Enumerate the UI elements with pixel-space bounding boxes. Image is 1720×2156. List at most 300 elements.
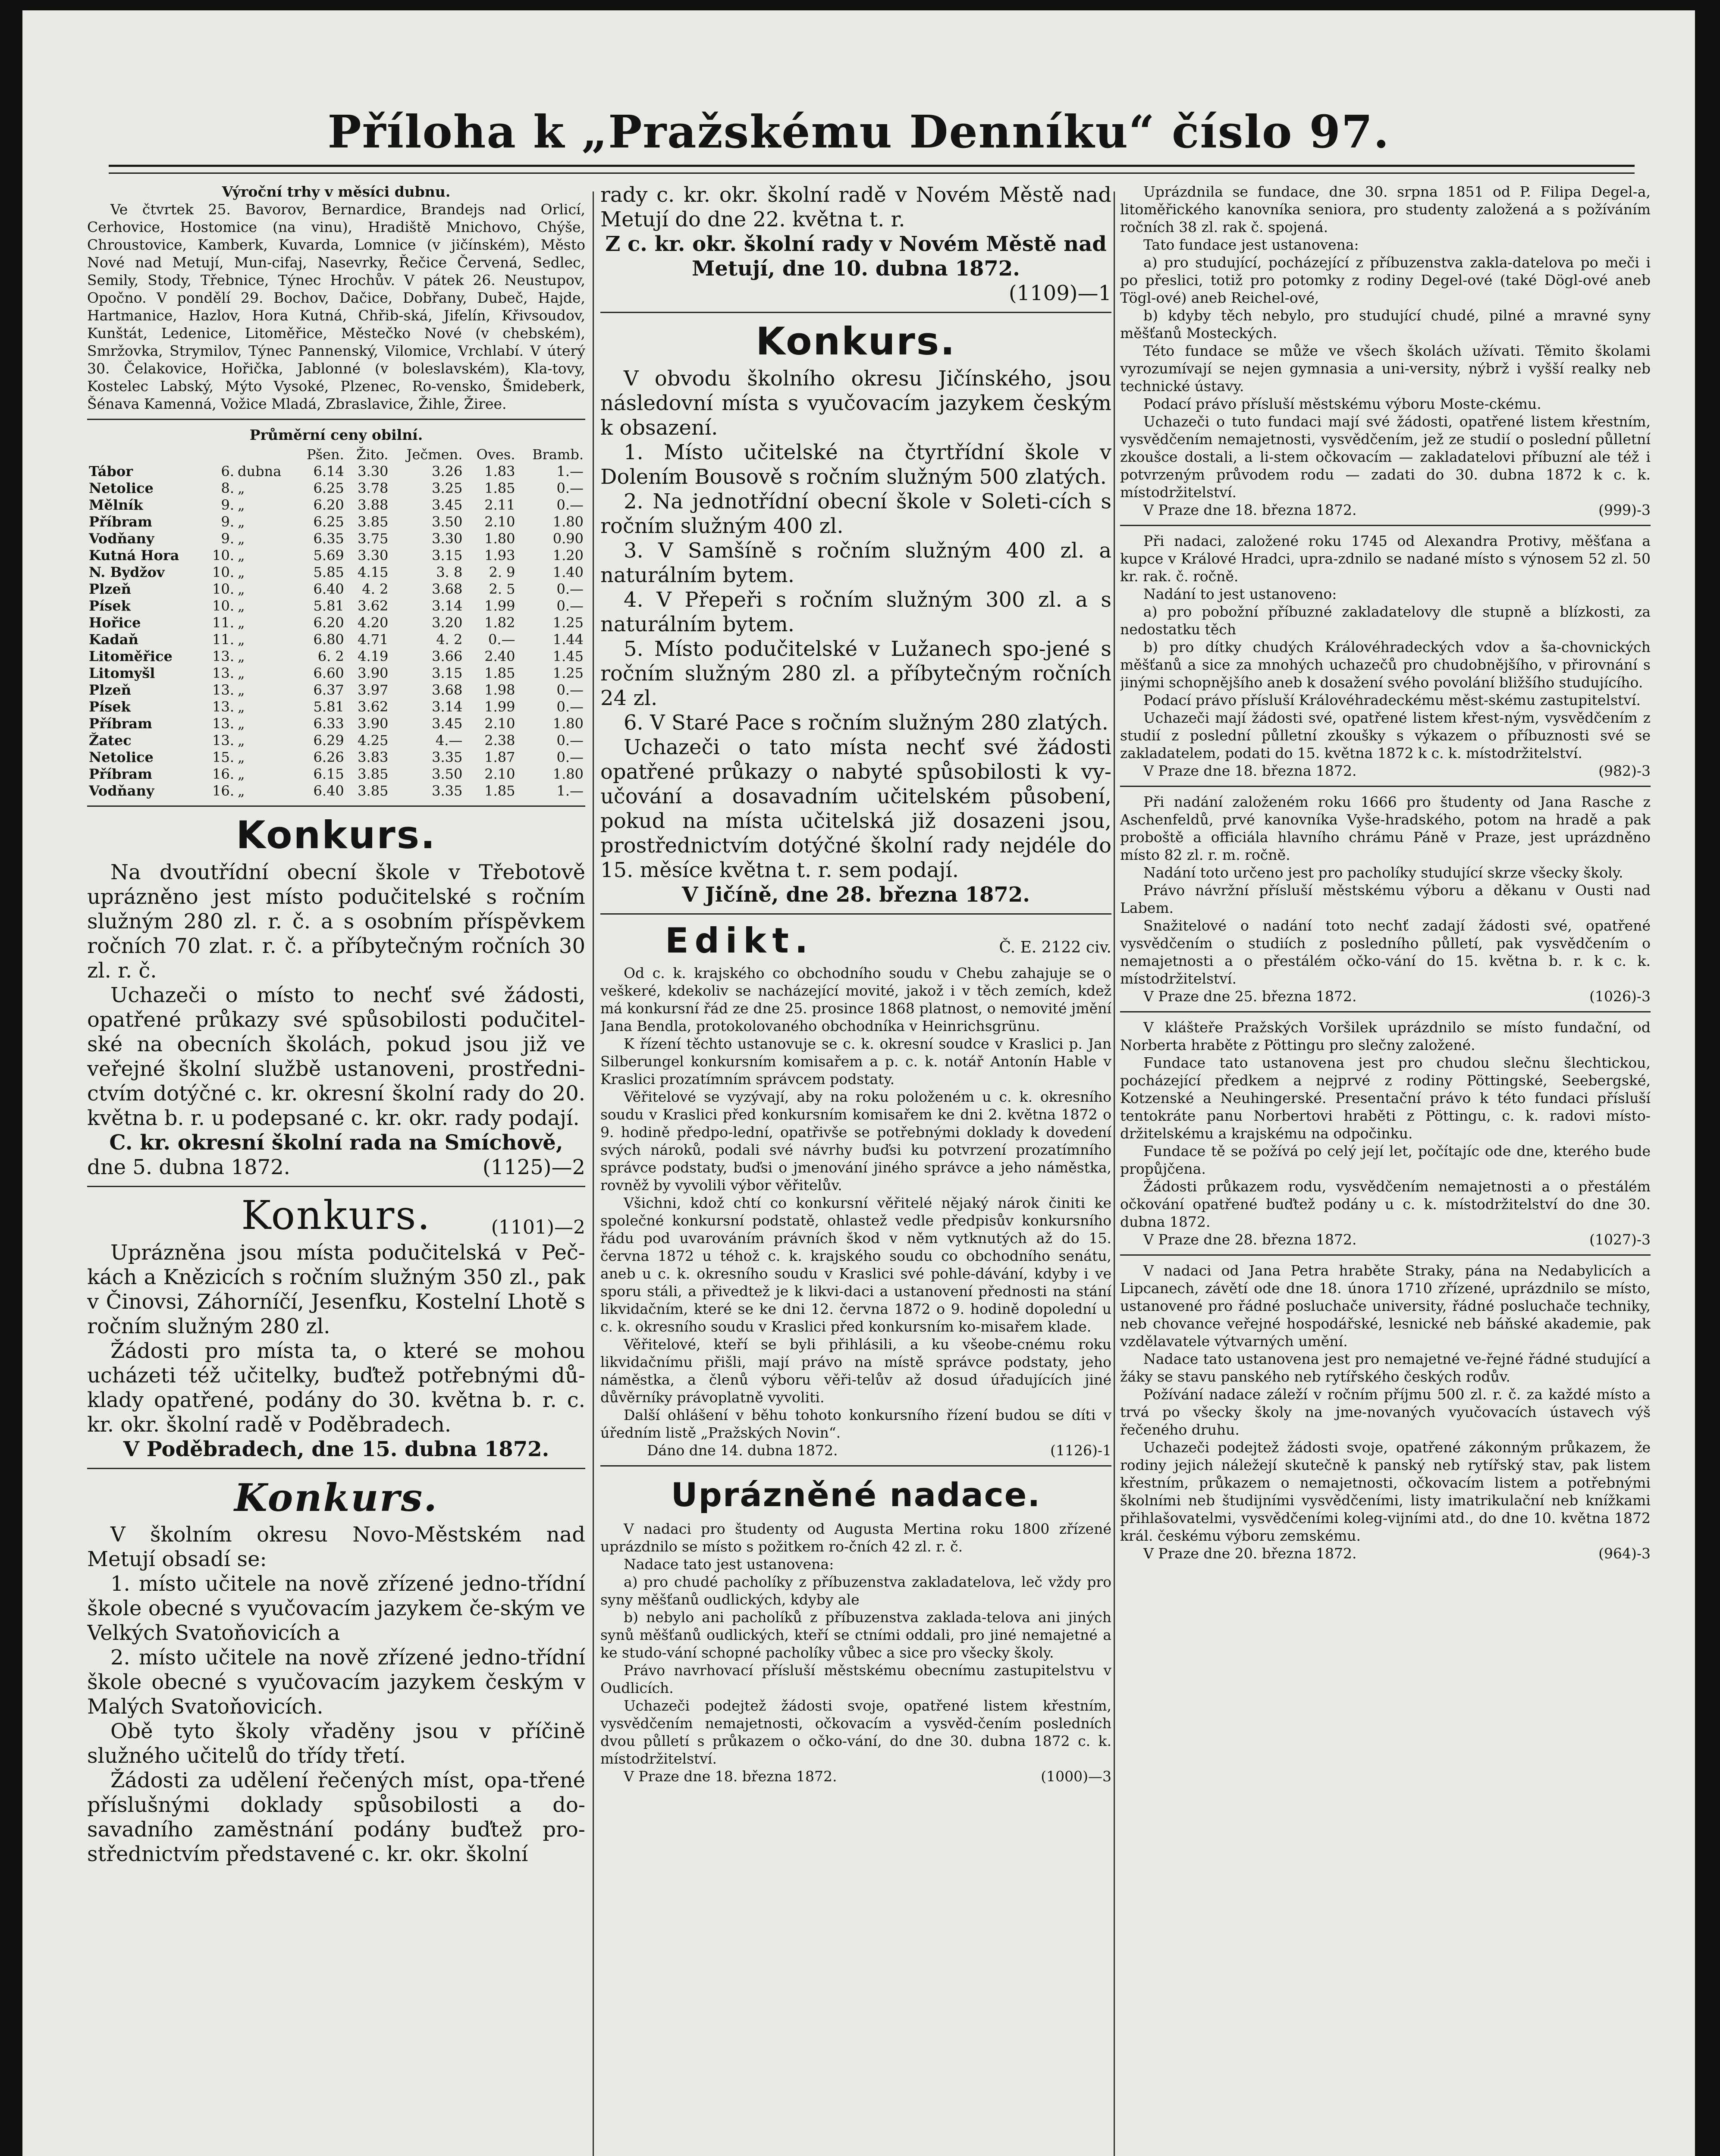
- table-cell: Tábor: [89, 463, 133, 479]
- table-header-row: [87, 446, 585, 463]
- table-cell: 1.85: [484, 665, 515, 681]
- table-cell: 13.: [212, 732, 235, 749]
- notice-paragraph: K řízení těchto ustanovuje se c. k. okresní soudce v Kraslici p. Jan Silberungel konkursním komisařem a p. c. k. notář Antonín Hable v Kraslici prozatímním správcem podstaty.: [600, 1035, 1111, 1087]
- notice-paragraph: Právo návržní přísluší městskému výboru a děkanu v Ousti nad Labem.: [1120, 882, 1651, 916]
- notice-date-line: [600, 1767, 1111, 1785]
- table-cell: 0.90: [552, 530, 584, 547]
- masthead-title: Příloha k „Pražskému Denníku“ číslo 97.: [327, 105, 1390, 158]
- notice-paragraph: V školním okresu Novo-Městském nad Metují obsadí se:: [87, 1523, 585, 1571]
- table-row: [87, 530, 585, 547]
- table-row: [87, 732, 585, 749]
- list-item: a) pro pobožní příbuzné zakladatelovy dle stupně a blízkosti, za nedostatku těch: [1120, 603, 1651, 638]
- notice-paragraph: Uchazeči o tato místa nechť své žádosti opatřené průkazy o nabyté spůsobilosti k vy-učování a dosavadním učitelském působení, pokud na místa učitelská již dosazeni jsou, prostřednictvím dotýčné školní rady nejdéle do 15. měsíce května t. r. sem podají.: [600, 735, 1111, 882]
- list-item: a) pro studující, pocházející z příbuzenstva zakla-datelova po meči i po přeslici, totiž pro potomky z rodiny Degel-ové (také Dögl-ové aneb Tögl-ové) aneb Reichel-ové,: [1120, 254, 1651, 306]
- column-middle: [600, 183, 1111, 1785]
- table-cell: 0.—: [488, 631, 515, 648]
- masthead-rule: [109, 165, 1635, 167]
- section-separator: [87, 805, 585, 807]
- section-separator: [1120, 525, 1651, 526]
- notice-paragraph: Podací právo přísluší Královéhradeckému měst-skému zastupitelství.: [1143, 692, 1641, 708]
- table-row: [87, 682, 585, 699]
- edikt-number: Č. E. 2122 civ.: [999, 939, 1111, 956]
- table-cell: 1.20: [552, 547, 584, 564]
- table-cell: 3.20: [432, 614, 463, 631]
- table-cell: „: [238, 715, 245, 732]
- table-cell: 3.85: [358, 783, 389, 799]
- section-separator: [87, 1186, 585, 1187]
- notice-date: V Praze dne 25. března 1872.: [1143, 988, 1357, 1005]
- table-cell: 6.40: [313, 581, 344, 597]
- notice-paragraph: Uprázdnila se fundace, dne 30. srpna 1851 od P. Filipa Degel-a, litoměřického kanovníka seniora, pro studenty založená a s požíváním ročních 38 zl. rak č. spojená.: [1120, 183, 1651, 235]
- list-item: 6. V Staré Pace s ročním služným 280 zlatých.: [624, 711, 1108, 735]
- notice-paragraph: Od c. k. krajského co obchodního soudu v Chebu zahajuje se o veškeré, kdekoliv se nacházející movité, jakož i v těch zemích, kdež má konkursní řád ze dne 25. prosince 1868 platnost, o nemovité jmění Jana Bendla, protokolovaného obchodníka v Heinrichsgrünu.: [600, 965, 1111, 1034]
- table-row: [87, 715, 585, 732]
- table-cell: 1.93: [484, 547, 515, 564]
- table-cell: 1.85: [484, 783, 515, 799]
- konkurs-heading: Konkurs.: [756, 319, 956, 364]
- table-row: [87, 547, 585, 564]
- table-cell: Netolice: [89, 749, 154, 765]
- table-cell: 3.83: [358, 749, 389, 765]
- notice-paragraph: Všichni, kdož chtí co konkursní věřitelé nějaký nárok činiti ke společné konkursní podstatě, ohlastež vedle předpisův konkursního řádu pod uvarováním právních škod v něm vytknutých až do 15. června 1872 u téhož c. k. krajského soudu co obchodního senátu, aneb u c. k. okresního soudu v Kraslici své pohle-dávání, kdyby i ve sporu stáli, a přivedtež je k likvi-daci a ustanovení přednosti na stání likvidačním, které se ke dni 12. června 1872 o 9. hodině dopolední u c. k. okresního soudu v Kraslici před konkursním ko-misařem klade.: [600, 1194, 1111, 1335]
- table-cell: 13.: [212, 648, 235, 664]
- table-row: [87, 581, 585, 598]
- table-cell: 3.66: [432, 648, 463, 664]
- notice-paragraph: Uchazeči o tuto fundaci mají své žádosti, opatřené listem křestním, vysvědčením nemajetnosti, vysvědčením, jež ze studií o poslední půlletní zkoušce dostali, a li-stem očkovacím — zakladatelovi příbuzní ale též i potvrzeným průvodem rodu — zadati do 30. dubna 1872 k c. k. místodržitelství.: [1120, 413, 1651, 501]
- table-row: [87, 598, 585, 614]
- table-cell: 13.: [212, 665, 235, 681]
- table-cell: Plzeň: [89, 682, 132, 698]
- grain-price-table: [87, 446, 585, 799]
- table-cell: „: [238, 514, 245, 530]
- table-cell: 11.: [212, 614, 235, 631]
- column-header: Bramb.: [532, 446, 584, 463]
- notice-paragraph: Nadace tato jest ustanovena:: [624, 1556, 834, 1573]
- newspaper-page: [22, 10, 1695, 2156]
- table-cell: Mělník: [89, 497, 143, 513]
- section-separator: [600, 1465, 1111, 1467]
- table-cell: Příbram: [89, 514, 152, 530]
- table-cell: „: [238, 766, 245, 782]
- notice-paragraph: 2. místo učitele na nově zřízené jedno-třídní škole obecné s vyučovacím jazykem českým v Malých Svatoňovicích.: [87, 1645, 585, 1719]
- table-cell: 6.20: [313, 497, 344, 513]
- notice-date-line: [1120, 1545, 1651, 1562]
- table-cell: „: [238, 699, 245, 715]
- notice-date-line: [1120, 1231, 1651, 1248]
- table-cell: 9.: [221, 530, 235, 547]
- column-header: Ječmen.: [406, 446, 463, 463]
- table-cell: 4.20: [358, 614, 389, 631]
- notice-paragraph: Uchazeči podejtež žádosti svoje, opatřené zákonným průkazem, že rodiny jejich náležejí skutečně k panský neb rytířský stav, pak listem křestním, průkazem o nemajetnosti, očkovacím listem a potřebnými školními neb študijními vysvědčeními, listy imatrikulační neb knížkami přihlašovatelmi, vysvědčeními koleg-vijními atd., do dne 10. května 1872 král. českému výboru zemskému.: [1120, 1439, 1651, 1544]
- table-cell: 3.90: [358, 665, 389, 681]
- table-cell: 3.15: [432, 665, 463, 681]
- section-separator: [600, 312, 1111, 313]
- table-cell: 9.: [221, 497, 235, 513]
- table-cell: 3.68: [432, 581, 463, 597]
- table-cell: 1.82: [484, 614, 515, 631]
- notice-signature: V Jičíně, dne 28. března 1872.: [682, 883, 1030, 907]
- table-cell: 3.15: [432, 547, 463, 564]
- notice-reference: (1126)-1: [1050, 1442, 1111, 1459]
- table-cell: 0.—: [556, 699, 584, 715]
- table-cell: 3.25: [432, 480, 463, 496]
- table-cell: „: [238, 497, 245, 513]
- table-cell: 2. 5: [489, 581, 515, 597]
- notice-date: V Praze dne 18. března 1872.: [1143, 501, 1357, 518]
- table-cell: 3.26: [432, 463, 463, 479]
- table-cell: 4.—: [435, 732, 463, 749]
- table-cell: 6.25: [313, 514, 344, 530]
- table-cell: N. Bydžov: [89, 564, 165, 580]
- table-cell: 6.15: [313, 766, 344, 782]
- table-cell: Netolice: [89, 480, 154, 496]
- list-item: b) nebylo ani pacholíků z příbuzenstva zaklada-telova ani jiných synů měšťanů oudlických, kteří se ctními oddali, pro jiné nemajetné a ke studo-vání schopné pacholíky vůbec a sice pro všecky školy.: [600, 1609, 1111, 1661]
- table-cell: Příbram: [89, 766, 152, 782]
- table-cell: 3.14: [432, 699, 463, 715]
- table-cell: 6.: [221, 463, 235, 479]
- notice-paragraph: V nadaci od Jana Petra hraběte Straky, pána na Nedabylicích a Lipcanech, závětí ode dne 18. února 1710 zřízené, uprázdnilo se místo, ustanovené pro řádné posluchače university, řádné posluchače techniky, neb chovance veřejné hospodářské, lesnické neb báňské akademie, pak vzdělavatele výtvarných umění.: [1120, 1262, 1651, 1350]
- notice-date: V Praze dne 18. března 1872.: [1143, 762, 1357, 779]
- table-cell: „: [238, 581, 245, 597]
- notice-signature: Z c. kr. okr. školní rady v Novém Městě nad Metují, dne 10. dubna 1872.: [605, 232, 1107, 281]
- table-cell: 5.69: [313, 547, 344, 564]
- table-row: [87, 749, 585, 766]
- column-divider: [1114, 191, 1115, 2156]
- table-cell: „: [238, 682, 245, 698]
- table-cell: 1.25: [552, 614, 584, 631]
- edikt-heading: [600, 921, 1111, 961]
- table-cell: „: [238, 598, 245, 614]
- notice-paragraph: V klášteře Pražských Voršilek uprázdnilo se místo fundační, od Norberta hraběte z Pöttingu pro slečny založené.: [1120, 1019, 1651, 1053]
- notice-reference: (999)-3: [1598, 501, 1651, 518]
- table-cell: 1.99: [484, 699, 515, 715]
- table-cell: 5.81: [313, 598, 344, 614]
- table-cell: 0.—: [556, 598, 584, 614]
- section-separator: [1120, 1254, 1651, 1256]
- table-cell: 4.25: [358, 732, 389, 749]
- table-cell: Litoměřice: [89, 648, 173, 664]
- table-cell: 13.: [212, 715, 235, 732]
- table-cell: 6. 2: [317, 648, 344, 664]
- table-cell: 1.44: [552, 631, 584, 648]
- list-item: 2. Na jednotřídní obecní škole v Soleti-cích s ročním služným 400 zl.: [600, 489, 1111, 538]
- table-cell: „: [238, 564, 245, 580]
- table-row: [87, 631, 585, 648]
- table-cell: 3.90: [358, 715, 389, 732]
- notice-date-line: [1120, 987, 1651, 1005]
- table-cell: 3.62: [358, 598, 389, 614]
- list-item: b) kdyby těch nebylo, pro studující chudé, pilné a mravné syny měšťanů Mosteckých.: [1120, 307, 1651, 342]
- table-cell: 3.88: [358, 497, 389, 513]
- table-cell: 13.: [212, 699, 235, 715]
- table-cell: Vodňany: [89, 783, 154, 799]
- table-cell: „: [238, 631, 245, 648]
- notice-reference: (1026)-3: [1589, 988, 1651, 1005]
- table-cell: 10.: [212, 547, 235, 564]
- list-item: b) pro dítky chudých Královéhradeckých vdov a ša-chovnických měšťanů a sice za mnohých uchazečů pro chudobnějšího, v přirovnání s jinými schopnějšího aneb k dosažení svého povolání bližšího studujícího.: [1120, 639, 1651, 691]
- table-cell: 6.37: [313, 682, 344, 698]
- notice-paragraph: Tato fundace jest ustanovena:: [1143, 236, 1359, 253]
- notice-paragraph: Žádosti průkazem rodu, vysvědčením nemajetnosti a o přestálém očkování opatřené buďtež podány u c. k. místodržitelství do dne 30. dubna 1872.: [1120, 1178, 1651, 1230]
- table-cell: 1.25: [552, 665, 584, 681]
- table-cell: 8.: [221, 480, 235, 496]
- table-cell: 4.19: [358, 648, 389, 664]
- notice-paragraph: rady c. kr. okr. školní radě v Novém Městě nad Metují do dne 22. května t. r.: [600, 183, 1111, 232]
- notice-date: V Praze dne 18. března 1872.: [624, 1768, 837, 1785]
- table-cell: 10.: [212, 564, 235, 580]
- table-cell: 0.—: [556, 581, 584, 597]
- column-header: Žito.: [356, 446, 389, 463]
- notice-paragraph: Nadace tato ustanovena jest pro nemajetné ve-řejné řádné studující a žáky se stavu panského neb rytířského českých rodův.: [1120, 1351, 1651, 1385]
- notice-reference: (1125)—2: [482, 1155, 585, 1179]
- notice-date: Dáno dne 14. dubna 1872.: [647, 1442, 838, 1459]
- table-cell: 3.45: [432, 715, 463, 732]
- notice-date: V Praze dne 28. března 1872.: [1143, 1231, 1357, 1248]
- table-cell: dubna: [238, 463, 282, 479]
- table-cell: 3.50: [432, 514, 463, 530]
- table-cell: „: [238, 783, 245, 799]
- table-cell: 1.87: [484, 749, 515, 765]
- notice-paragraph: Při nadaci, založené roku 1745 od Alexandra Protivy, měšťana a kupce v Králové Hradci, upra-zdnilo se nadané místo s výnosem 52 zl. 50 kr. rak. č. ročně.: [1120, 533, 1651, 585]
- table-cell: 6.14: [313, 463, 344, 479]
- notice-paragraph: Uchazeči podejtež žádosti svoje, opatřené listem křestním, vysvědčením nemajetnosti, očkovacím a vysvěd-čením posledních dvou půlletí s průkazem o očko-vání, do dne 30. dubna 1872 c. k. místodržitelství.: [600, 1697, 1111, 1767]
- table-cell: 13.: [212, 682, 235, 698]
- table-cell: Plzeň: [89, 581, 132, 597]
- edikt-title: Edikt.: [665, 921, 814, 961]
- notice-paragraph: Snažitelové o nadání toto nechť zadají žádosti své, opatřené vysvědčením o studiích z posledního půlletí, pak vysvědčením o nemajetnosti a o přestálém očko-vání do 15. května b. r. k c. k. místodržitelství.: [1120, 917, 1651, 987]
- notice-paragraph: Další ohlášení v běhu tohoto konkursního řízení budou se díti v úředním listě „Pražských Novin“.: [600, 1407, 1111, 1441]
- table-cell: 1.99: [484, 598, 515, 614]
- table-cell: 0.—: [556, 732, 584, 749]
- table-cell: „: [238, 530, 245, 547]
- table-cell: 3.30: [358, 547, 389, 564]
- table-cell: 10.: [212, 598, 235, 614]
- table-cell: 3.14: [432, 598, 463, 614]
- table-cell: 6.80: [313, 631, 344, 648]
- table-row: [87, 564, 585, 581]
- table-cell: Písek: [89, 699, 131, 715]
- table-cell: 6.25: [313, 480, 344, 496]
- table-cell: „: [238, 614, 245, 631]
- notice-reference: (1027)-3: [1589, 1231, 1651, 1248]
- table-cell: 6.60: [313, 665, 344, 681]
- table-row: [87, 463, 585, 480]
- table-cell: 2.38: [484, 732, 515, 749]
- column-header: Oves.: [476, 446, 515, 463]
- table-cell: 3.50: [432, 766, 463, 782]
- table-cell: Kadaň: [89, 631, 138, 648]
- table-cell: 2.10: [484, 514, 515, 530]
- section-separator: [87, 419, 585, 420]
- notice-reference: (1109)—1: [1008, 281, 1111, 305]
- notice-paragraph: Věřitelové se vyzývají, aby na roku položeném u c. k. okresního soudu v Kraslici před konkursním komisařem ke dni 2. května 1872 o 9. hodině předpo-lední, opatřivše se potřebnými doklady k dovedení svých nároků, podali své návrhy buďsi ku potvrzení prozatímního správce podstaty, buďsi o jmenování jiného správce a jeho náměstka, rovněž by vyvolili výbor věřitelův.: [600, 1088, 1111, 1194]
- table-cell: 2.40: [484, 648, 515, 664]
- notice-paragraph: Žádosti pro místa ta, o které se mohou ucházeti též učitelky, buďtež potřebnými dů-klady opatřené, podány do 30. května b. r. c. kr. okr. školní radě v Poděbradech.: [87, 1339, 585, 1437]
- notice-date: V Praze dne 20. března 1872.: [1143, 1545, 1357, 1562]
- table-cell: 1.—: [556, 463, 584, 479]
- konkurs-title: Konkurs.: [241, 1192, 431, 1238]
- grain-price-rows: [87, 463, 585, 799]
- table-cell: 3.75: [358, 530, 389, 547]
- table-cell: 1.80: [552, 766, 584, 782]
- section-separator: [1120, 1011, 1651, 1012]
- nadace-heading: Uprázněné nadace.: [671, 1476, 1041, 1514]
- table-cell: „: [238, 648, 245, 664]
- table-cell: 1.80: [484, 530, 515, 547]
- table-cell: 1.—: [556, 783, 584, 799]
- notice-paragraph: Fundace tato ustanovena jest pro chudou slečnu šlechtickou, pocházející předkem a nejprvé z rodiny Pöttingské, Seebergské, Kotzenské a Neuhingerské. Presentační právo k této fundaci přísluší tentokráte panu Norbertovi hraběti z Pöttingu, c. k. radovi místo-držitelskému a krajskému na odpočinku.: [1120, 1054, 1651, 1142]
- table-cell: „: [238, 749, 245, 765]
- table-cell: 4.71: [358, 631, 389, 648]
- table-cell: „: [238, 665, 245, 681]
- section-heading: Průměrní ceny obilní.: [249, 426, 423, 443]
- table-cell: 2.11: [484, 497, 515, 513]
- notice-paragraph: Žádosti za udělení řečených míst, opa-třené příslušnými doklady spůsobilosti a do-savadního zaměstnání podány buďtež pro-střednictvím představené c. kr. okr. školní: [87, 1768, 585, 1866]
- table-cell: 6.35: [313, 530, 344, 547]
- table-cell: 1.45: [552, 648, 584, 664]
- table-cell: 3.35: [432, 749, 463, 765]
- table-cell: 3.30: [432, 530, 463, 547]
- table-cell: 2. 9: [489, 564, 515, 580]
- table-row: [87, 783, 585, 799]
- notice-date-line: [600, 1442, 1111, 1459]
- table-cell: 3.35: [432, 783, 463, 799]
- table-cell: 1.80: [552, 514, 584, 530]
- table-cell: 3.85: [358, 514, 389, 530]
- table-cell: 0.—: [556, 497, 584, 513]
- table-cell: 3.85: [358, 766, 389, 782]
- table-cell: 3. 8: [436, 564, 463, 580]
- notice-reference: (964)-3: [1598, 1545, 1651, 1562]
- notice-paragraph: Věřitelové, kteří se byli přihlásili, a ku všeobe-cnému roku likvidačnímu přišli, mají právo na místě správce podstaty, jeho náměstka, a členů výboru věři-telův až dosud úřadujících jiné důvěrníky právoplatně vyvoliti.: [600, 1336, 1111, 1406]
- table-cell: Hořice: [89, 614, 141, 631]
- notice-paragraph: Uchazeči mají žádosti své, opatřené listem křest-ným, vysvědčením z studií z poslední půlletní zkoušky s výkazem o příbuznosti své se zakladatelem, podati do 15. května 1872 k c. k. místodržitelství.: [1120, 709, 1651, 761]
- notice-paragraph: 1. místo učitele na nově zřízené jedno-třídní škole obecné s vyučovacím jazykem če-ským ve Velkých Svatoňovicích a: [87, 1572, 585, 1645]
- column-left: [87, 183, 585, 1867]
- table-cell: 10.: [212, 581, 235, 597]
- section-heading: Výroční trhy v měsíci dubnu.: [222, 183, 451, 200]
- table-cell: 4. 2: [362, 581, 389, 597]
- column-right: [1120, 183, 1651, 1562]
- section-separator: [1120, 786, 1651, 787]
- table-cell: 6.26: [313, 749, 344, 765]
- notice-reference: (1101)—2: [491, 1216, 585, 1238]
- notice-paragraph: V obvodu školního okresu Jičínského, jsou následovní místa s vyučovacím jazykem českým k obsazení.: [600, 367, 1111, 440]
- konkurs-heading: Konkurs.: [236, 813, 436, 857]
- table-row: [87, 514, 585, 530]
- notice-paragraph: Při nadání založeném roku 1666 pro študenty od Jana Rasche z Aschenfeldů, prvé kanovníka Vyše-hradského, potom na hradě a pak proboště a officiála hlavního chrámu Páně v Praze, jest uprázdněno místo 82 zl. r. m. ročně.: [1120, 793, 1651, 863]
- table-row: [87, 766, 585, 783]
- table-cell: „: [238, 480, 245, 496]
- notice-signature: V Poděbradech, dne 15. dubna 1872.: [123, 1437, 549, 1461]
- table-cell: 6.20: [313, 614, 344, 631]
- table-cell: Kutná Hora: [89, 547, 179, 564]
- table-cell: 3.68: [432, 682, 463, 698]
- notice-date-line: [87, 1155, 585, 1180]
- table-cell: 4. 2: [436, 631, 463, 648]
- table-cell: Litomyšl: [89, 665, 155, 681]
- table-cell: 1.85: [484, 480, 515, 496]
- section-separator: [87, 1468, 585, 1469]
- table-cell: Žatec: [89, 732, 132, 749]
- notice-paragraph: Obě tyto školy vřaděny jsou v příčině služného učitelů do třídy třetí.: [87, 1719, 585, 1768]
- table-cell: 1.80: [552, 715, 584, 732]
- table-cell: 3.97: [358, 682, 389, 698]
- table-cell: 4.15: [358, 564, 389, 580]
- table-cell: 6.29: [313, 732, 344, 749]
- table-cell: 9.: [221, 514, 235, 530]
- table-cell: 2.10: [484, 715, 515, 732]
- table-row: [87, 614, 585, 631]
- table-cell: 3.30: [358, 463, 389, 479]
- table-cell: 5.81: [313, 699, 344, 715]
- table-cell: 16.: [212, 783, 235, 799]
- table-cell: 3.78: [358, 480, 389, 496]
- table-cell: „: [238, 547, 245, 564]
- konkurs-heading: Konkurs.: [234, 1475, 438, 1520]
- table-cell: 3.62: [358, 699, 389, 715]
- table-row: [87, 648, 585, 665]
- table-cell: 0.—: [556, 749, 584, 765]
- notice-paragraph: Této fundace se může ve všech školách užívati. Těmito školami vyrozumívají se nejen gymnasia a uni-versity, nýbrž i vyšší realky neb technické ústavy.: [1120, 342, 1651, 395]
- notice-paragraph: Požívání nadace záleží v ročním příjmu 500 zl. r. č. za každé místo a trvá po všecky školy na jme-novaných vyučovacích ústavech výš řečeného druhu.: [1120, 1386, 1651, 1438]
- masthead-rule-thin: [109, 172, 1635, 174]
- table-cell: „: [238, 732, 245, 749]
- table-cell: 1.40: [552, 564, 584, 580]
- table-cell: Písek: [89, 598, 131, 614]
- notice-paragraph: Uprázněna jsou místa podučitelská v Peč-kách a Knězicích s ročním služným 350 zl., pak v Činovsi, Záhorníčí, Jesenfku, Kostelní Lhotě s ročním služným 280 zl.: [87, 1241, 585, 1338]
- notice-paragraph: Nadání toto určeno jest pro pacholíky studující skrze všecky školy.: [1143, 864, 1623, 881]
- list-item: 4. V Přepeři s ročním služným 300 zl. a s naturálním bytem.: [600, 588, 1111, 636]
- table-cell: 16.: [212, 766, 235, 782]
- table-row: [87, 497, 585, 514]
- table-cell: 6.40: [313, 783, 344, 799]
- list-item: 5. Místo podučitelské v Lužanech spo-jené s ročním služným 280 zl. a příbytečným ročních 24 zl.: [600, 637, 1111, 710]
- notice-paragraph: Uchazeči o místo to nechť své žádosti, opatřené průkazy své spůsobilosti podučitel-ské na obecních školách, pokud jsou již ve veřejné školní službě ustanoveni, prostředni-ctvím dotýčné c. kr. okresní školní rady do 20. května b. r. u podepsané c. kr. okr. rady podají.: [87, 983, 585, 1130]
- notice-reference: (982)-3: [1598, 762, 1651, 779]
- list-item: 1. Místo učitelské na čtyrtřídní škole v Dolením Bousově s ročním služným 500 zlatých.: [600, 440, 1111, 489]
- list-item: 3. V Samšíně s ročním služným 400 zl. a naturálním bytem.: [600, 539, 1111, 587]
- notice-date-line: [1120, 501, 1651, 519]
- table-cell: 1.98: [484, 682, 515, 698]
- column-divider: [593, 191, 594, 2156]
- notice-paragraph: Fundace tě se požívá po celý její let, počítajíc ode dne, kterého bude propůjčena.: [1120, 1143, 1651, 1177]
- table-cell: 15.: [212, 749, 235, 765]
- table-cell: 6.33: [313, 715, 344, 732]
- notice-reference: (1000)—3: [1041, 1768, 1111, 1785]
- list-item: a) pro chudé pacholíky z příbuzenstva zakladatelova, leč vždy pro syny měšťanů oudlických, kdyby ale: [600, 1573, 1111, 1608]
- table-cell: 11.: [212, 631, 235, 648]
- table-row: [87, 699, 585, 715]
- table-cell: 0.—: [556, 682, 584, 698]
- table-row: [87, 480, 585, 497]
- notice-signature: C. kr. okresní školní rada na Smíchově,: [109, 1131, 563, 1155]
- notice-paragraph: Nadání to jest ustanoveno:: [1143, 586, 1337, 602]
- notice-paragraph: Právo navrhovací přísluší městskému obecnímu zastupitelstvu v Oudlicích.: [600, 1662, 1111, 1696]
- table-row: [87, 665, 585, 682]
- notice-date: dne 5. dubna 1872.: [87, 1155, 290, 1179]
- notice-paragraph: Podací právo přísluší městskému výboru Moste-ckému.: [1143, 395, 1541, 412]
- notice-paragraph: Na dvoutřídní obecní škole v Třebotově uprázněno jest místo podučitelské s ročním služným 280 zl. r. č. a s osobním příspěvkem ročních 70 zlat. r. č. a příbytečným ročních 30 zl. r. č.: [87, 860, 585, 983]
- column-header: Pšen.: [306, 446, 344, 463]
- table-cell: 1.83: [484, 463, 515, 479]
- table-cell: 5.85: [313, 564, 344, 580]
- table-cell: Příbram: [89, 715, 152, 732]
- section-separator: [600, 913, 1111, 915]
- konkurs-heading: [87, 1193, 585, 1238]
- table-cell: Vodňany: [89, 530, 154, 547]
- table-cell: 2.10: [484, 766, 515, 782]
